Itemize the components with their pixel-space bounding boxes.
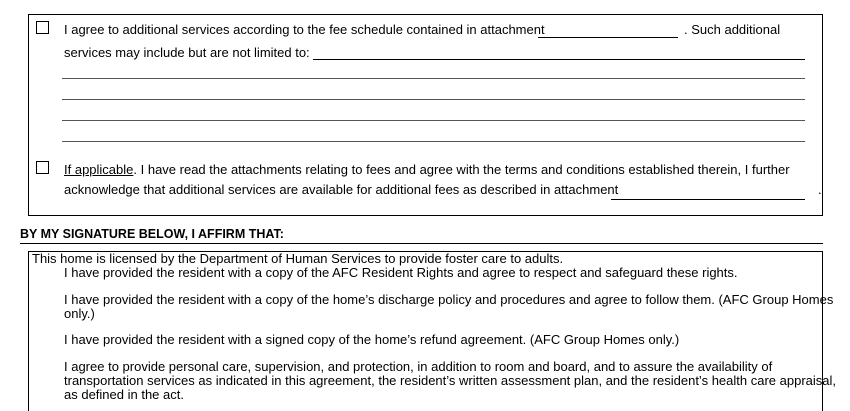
services-list-field-4[interactable] <box>62 120 805 121</box>
affirmation-item-refund-agreement: I have provided the resident with a signed copy of the home’s refund agreement. (AFC Group Homes only.) <box>64 332 680 347</box>
attachment-blank-field[interactable] <box>538 37 678 38</box>
affirmation-item-personal-care-line3: as defined in the act. <box>64 387 184 402</box>
services-list-field-3[interactable] <box>62 99 805 100</box>
affirmation-item-discharge-policy-line1: I have provided the resident with a copy of the home’s discharge policy and procedures and agree to follow them. (AFC Group Homes <box>64 292 834 307</box>
if-applicable-trailing-period: . <box>818 182 822 197</box>
if-applicable-text-rest: . I have read the attachments relating to fees and agree with the terms and conditions established therein, I further <box>133 162 790 177</box>
services-list-field-1[interactable] <box>313 59 805 60</box>
heading-rule <box>20 243 823 244</box>
additional-services-text-line2: services may include but are not limited to: <box>64 45 310 60</box>
affirmation-intro: This home is licensed by the Department of Human Services to provide foster care to adults. <box>32 251 564 266</box>
affirmation-item-personal-care-line1: I agree to provide personal care, supervision, and protection, in addition to room and board, and to assure the availability of <box>64 359 773 374</box>
additional-services-checkbox[interactable] <box>36 21 49 34</box>
additional-services-text-line1: I agree to additional services according to the fee schedule contained in attachment <box>64 22 545 37</box>
services-list-field-5[interactable] <box>62 141 805 142</box>
if-applicable-text-line1 <box>64 162 790 177</box>
if-applicable-label: If applicable <box>64 162 134 177</box>
additional-services-text-suffix: . Such additional <box>684 22 781 37</box>
services-list-field-2[interactable] <box>62 78 805 79</box>
fees-attachment-blank-field[interactable] <box>611 199 805 200</box>
signature-heading: BY MY SIGNATURE BELOW, I AFFIRM THAT: <box>20 227 284 241</box>
affirmation-item-personal-care-line2: transportation services as indicated in this agreement, the resident’s written assessment plan, and the resident’s health care appraisal, <box>64 373 837 388</box>
affirmation-item-discharge-policy-line2: only.) <box>64 306 95 321</box>
affirmation-item-resident-rights: I have provided the resident with a copy of the AFC Resident Rights and agree to respect and safeguard these rights. <box>64 265 738 280</box>
if-applicable-text-line2: acknowledge that additional services are available for additional fees as described in attachment <box>64 182 619 197</box>
if-applicable-checkbox[interactable] <box>36 161 49 174</box>
